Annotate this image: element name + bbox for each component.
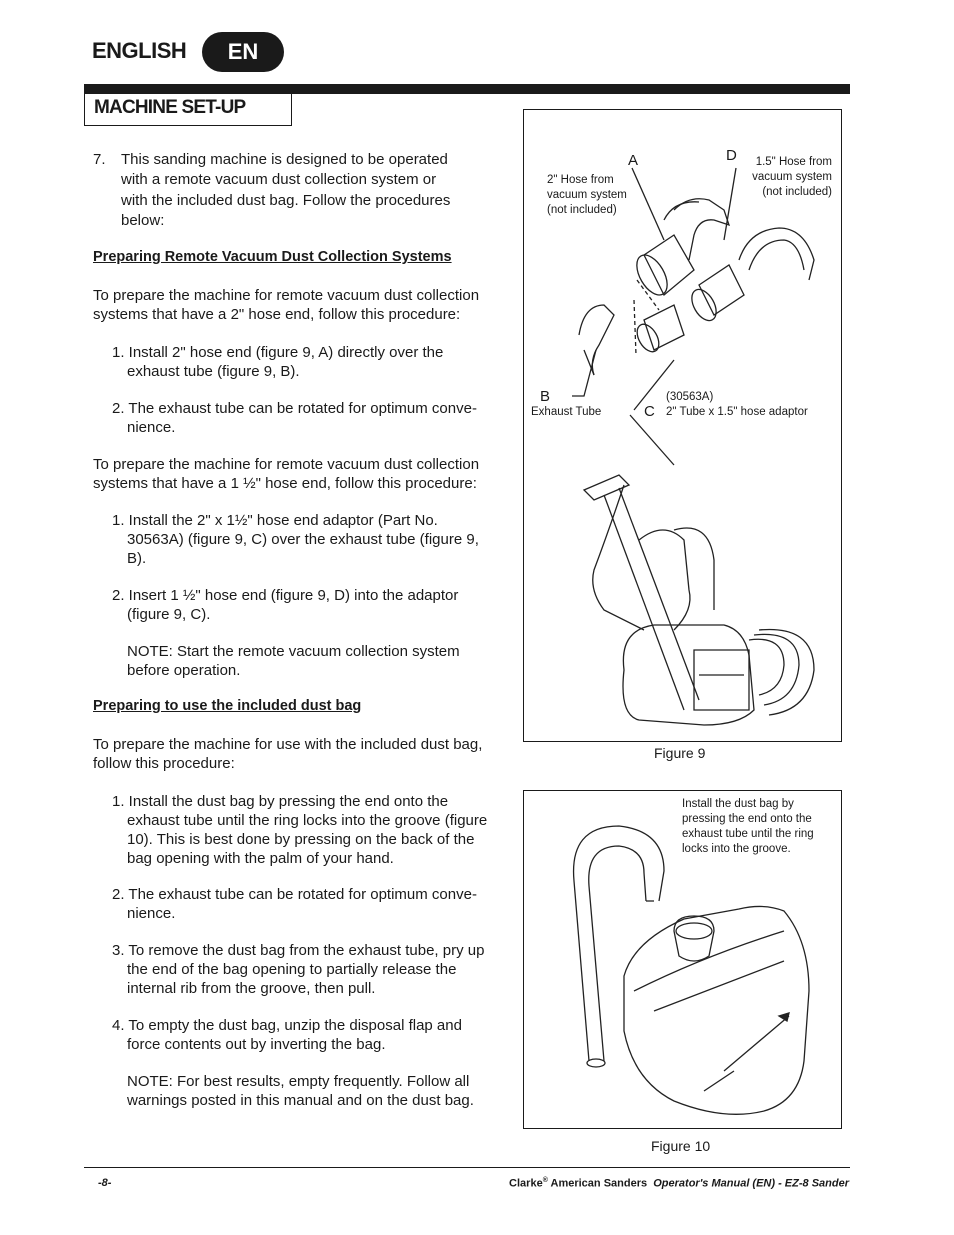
text-line: NOTE: Start the remote vacuum collection system [127, 643, 460, 660]
language-title: ENGLISH [92, 38, 187, 63]
text-line: 1.5" Hose from [755, 156, 832, 168]
text-line: (not included) [762, 186, 832, 198]
text-line: 2" Tube x 1.5" hose adaptor [666, 406, 808, 418]
text-line: 2. The exhaust tube can be rotated for optimum conve- [112, 886, 477, 903]
remote-step-4 [112, 586, 458, 624]
intro-line: This sanding machine is designed to be operated [121, 151, 448, 168]
intro-paragraph [121, 150, 450, 231]
figure-9-d-text [740, 155, 832, 200]
text-line: To prepare the machine for use with the included dust bag, [93, 736, 483, 753]
footer-company: American Sanders [547, 1177, 648, 1190]
figure-9-a-text [547, 173, 627, 218]
remote-step-3 [112, 511, 479, 568]
text-line: 4. To empty the dust bag, unzip the disposal flap and [112, 1017, 462, 1034]
text-line: 1. Install 2" hose end (figure 9, A) directly over the [112, 344, 444, 361]
remote-step-2 [112, 399, 477, 437]
text-line: exhaust tube until the ring locks into the groove (figure [127, 812, 488, 829]
figure-9-label-b: B [540, 388, 551, 405]
bag-step-4 [112, 1016, 462, 1054]
text-line: 1. Install the dust bag by pressing the end onto the [112, 793, 449, 810]
figure-9-label-a: A [628, 152, 639, 169]
text-line: NOTE: For best results, empty frequently. Follow all [127, 1073, 470, 1090]
remote-step-1 [112, 343, 443, 381]
figure-9-label-d: D [726, 147, 737, 164]
text-line: 2. Insert 1 ½" hose end (figure 9, D) into the adaptor [112, 587, 459, 604]
figure-10-caption: Figure 10 [651, 1138, 711, 1154]
intro-number: 7. [93, 151, 106, 168]
figure-9-c-text [666, 390, 808, 420]
language-badge: EN [202, 32, 284, 72]
figure-9-b-text: Exhaust Tube [531, 406, 602, 418]
remote-note [127, 642, 460, 680]
text-line: 2" Hose from [547, 174, 614, 186]
text-line: follow this procedure: [93, 755, 235, 772]
text-line: before operation. [127, 662, 241, 679]
intro-line: below: [121, 211, 165, 229]
text-line: pressing the end onto the [682, 813, 812, 825]
text-line: 2. The exhaust tube can be rotated for optimum conve- [112, 400, 477, 417]
text-line: 3. To remove the dust bag from the exhaust tube, pry up [112, 942, 485, 959]
page-number: -8- [98, 1177, 112, 1189]
text-line: locks into the groove. [682, 843, 791, 855]
text-line: warnings posted in this manual and on the dust bag. [127, 1092, 474, 1109]
text-line: 30563A) (figure 9, C) over the exhaust tube (figure 9, [127, 531, 479, 548]
remote-intro-1 [93, 286, 479, 324]
section-title: MACHINE SET-UP [94, 97, 246, 118]
remote-intro-2 [93, 455, 479, 493]
text-line: To prepare the machine for remote vacuum dust collection [93, 287, 480, 304]
bag-note [127, 1072, 474, 1110]
figure-10-note [682, 797, 814, 857]
bag-step-1 [112, 792, 487, 868]
text-line: 10). This is best done by pressing on the back of the [127, 831, 475, 848]
footer-brand: Clarke [509, 1177, 543, 1190]
text-line: vacuum system [547, 189, 627, 201]
text-line: bag opening with the palm of your hand. [127, 850, 394, 867]
text-line: B). [127, 550, 147, 567]
footer-rule [84, 1167, 850, 1168]
figure-9-caption: Figure 9 [654, 745, 706, 761]
text-line: the end of the bag opening to partially release the [127, 961, 457, 978]
text-line: exhaust tube until the ring [682, 828, 814, 840]
bag-intro [93, 735, 482, 773]
text-line: vacuum system [752, 171, 832, 183]
text-line: force contents out by inverting the bag. [127, 1036, 386, 1053]
bag-step-2 [112, 885, 477, 923]
intro-line: with a remote vacuum dust collection system or [121, 171, 437, 189]
text-line: Install the dust bag by [682, 798, 794, 810]
footer-manual-title [509, 1177, 849, 1190]
footer-reg-mark: ® [542, 1177, 548, 1184]
text-line: systems that have a 2" hose end, follow this procedure: [93, 306, 461, 323]
intro-line: with the included dust bag. Follow the procedures [121, 191, 451, 209]
remote-heading: Preparing Remote Vacuum Dust Collection Systems [93, 249, 452, 265]
text-line: nience. [127, 419, 176, 436]
text-line: systems that have a 1 ½" hose end, follow this procedure: [93, 475, 477, 492]
text-line: (not included) [547, 204, 617, 216]
text-line: (figure 9, C). [127, 606, 211, 623]
text-line: nience. [127, 905, 176, 922]
bag-step-3 [112, 941, 484, 998]
text-line: To prepare the machine for remote vacuum dust collection [93, 456, 480, 473]
bag-heading: Preparing to use the included dust bag [93, 698, 362, 714]
text-line: 1. Install the 2" x 1½" hose end adaptor (Part No. [112, 512, 438, 529]
text-line: internal rib from the groove, then pull. [127, 980, 376, 997]
text-line: (30563A) [666, 391, 714, 403]
figure-9-label-c: C [644, 403, 655, 420]
footer-manual: Operator's Manual (EN) - EZ-8 Sander [653, 1177, 849, 1190]
text-line: exhaust tube (figure 9, B). [127, 363, 300, 380]
